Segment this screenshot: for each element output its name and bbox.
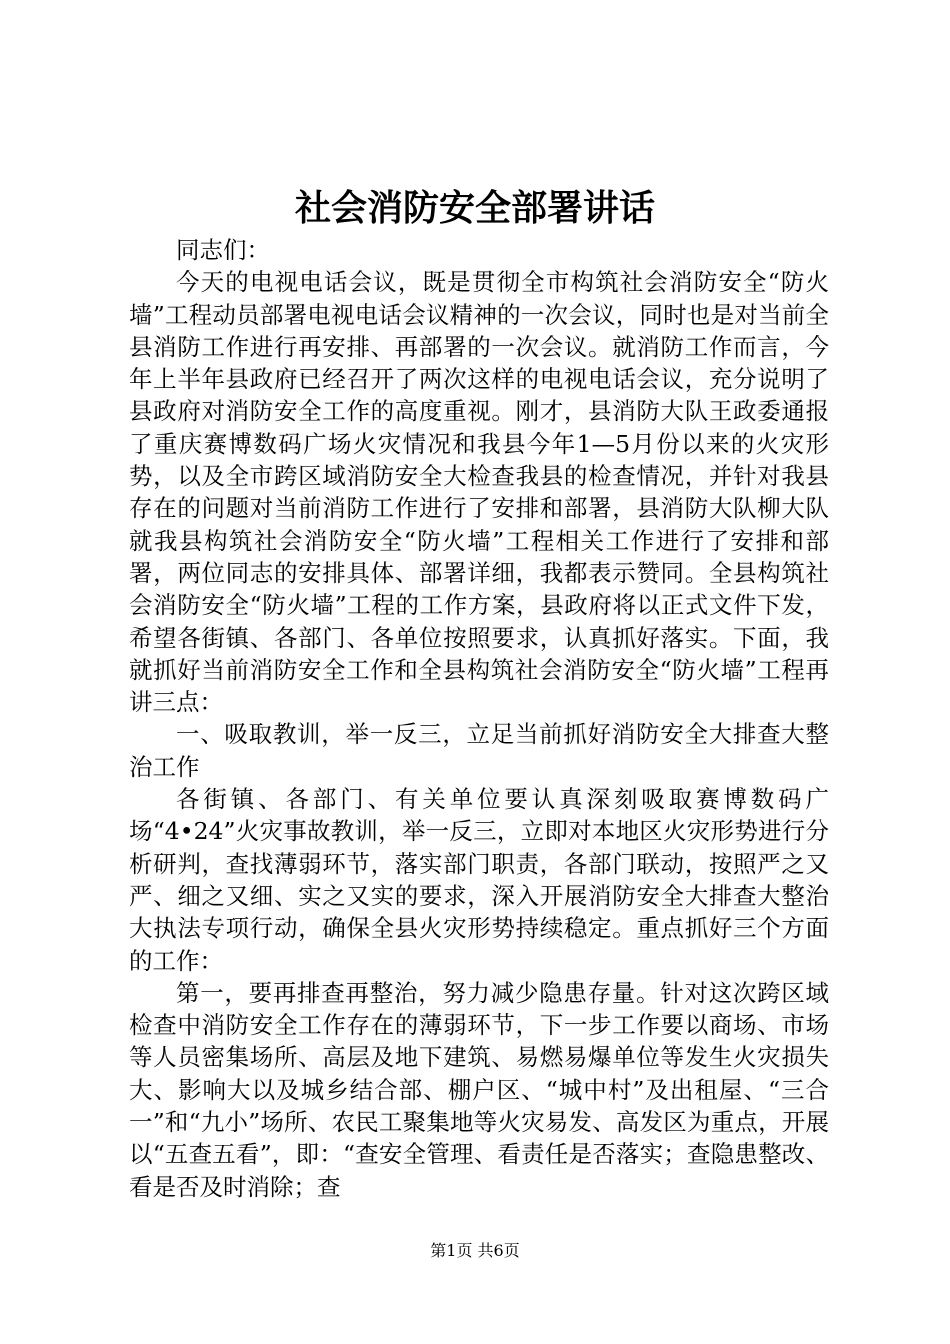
section-heading-1: 一、吸取教训，举一反三，立足当前抓好消防安全大排查大整治工作 [129,720,829,781]
page-number-footer: 第1页 共6页 [430,1241,520,1260]
paragraph-section-1: 各街镇、各部门、有关单位要认真深刻吸取赛博数码广场“4•24”火灾事故教训，举一反三，立即对本地区火灾形势进行分析研判，查找薄弱环节，落实部门职责，各部门联动，按照严之又严、细之又细、实之又实的要求，深入开展消防安全大排查大整治大执法专项行动，确保全县火灾形势持续稳定。重点抓好三个方面的工作： [129,785,829,975]
salutation: 同志们： [176,236,270,264]
document-title: 社会消防安全部署讲话 [294,187,655,229]
document-body [129,234,829,1203]
paragraph-first-point: 第一，要再排查再整治，努力减少隐患存量。针对这次跨区域检查中消防安全工作存在的薄弱环节，下一步工作要以商场、市场等人员密集场所、高层及地下建筑、易燃易爆单位等发生火灾损失大、影响大以及城乡结合部、棚户区、“城中村”及出租屋、“三合一”和“九小”场所、农民工聚集地等火灾易发、高发区为重点，开展以“五查五看”，即：“查安全管理、看责任是否落实；查隐患整改、看是否及时消除；查 [129,978,829,1201]
paragraph-opening: 今天的电视电话会议，既是贯彻全市构筑社会消防安全“防火墙”工程动员部署电视电话会议精神的一次会议，同时也是对当前全县消防工作进行再安排、再部署的一次会议。就消防工作而言，今年上半年县政府已经召开了两次这样的电视电话会议，充分说明了县政府对消防安全工作的高度重视。刚才，县消防大队王政委通报了重庆赛博数码广场火灾情况和我县今年1—5月份以来的火灾形势，以及全市跨区域消防安全大检查我县的检查情况，并针对我县存在的问题对当前消防工作进行了安排和部署，县消防大队柳大队就我县构筑社会消防安全“防火墙”工程相关工作进行了安排和部署，两位同志的安排具体、部署详细，我都表示赞同。全县构筑社会消防安全“防火墙”工程的工作方案，县政府将以正式文件下发，希望各街镇、各部门、各单位按照要求，认真抓好落实。下面，我就抓好当前消防安全工作和全县构筑社会消防安全“防火墙”工程再讲三点： [129,268,829,717]
